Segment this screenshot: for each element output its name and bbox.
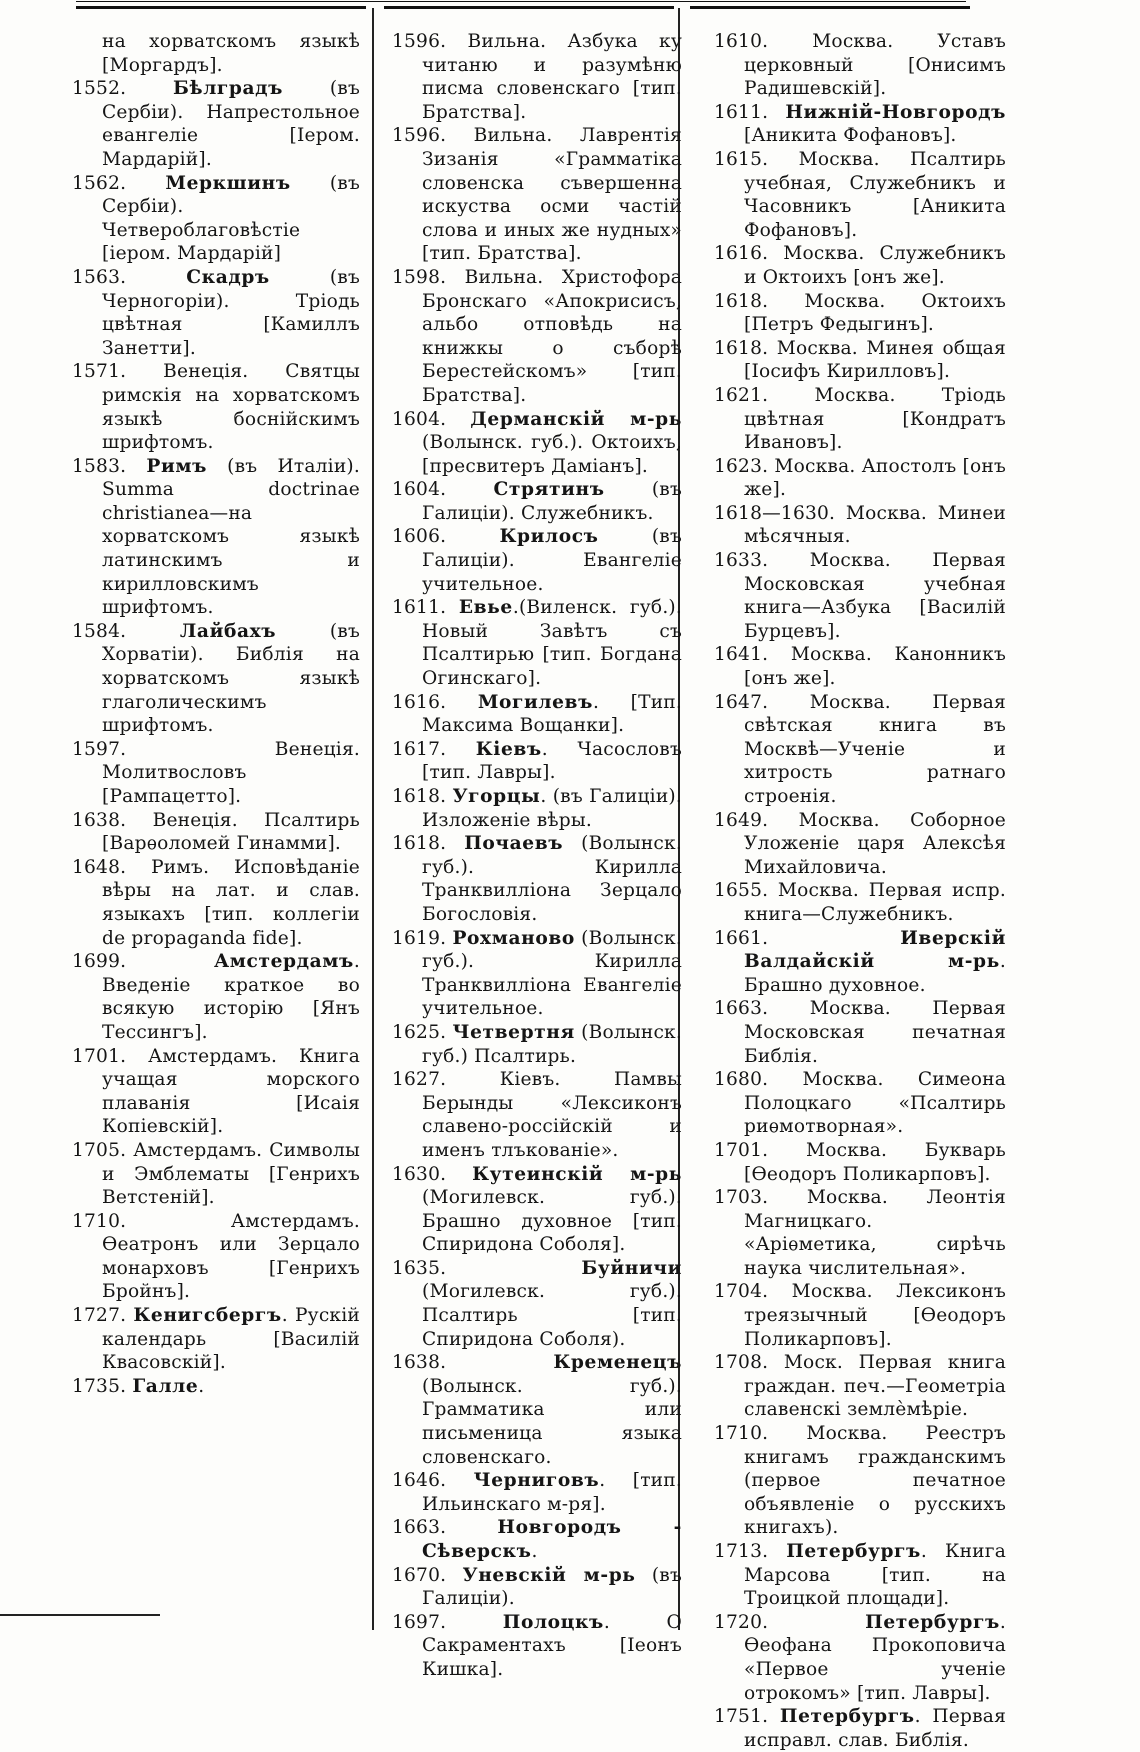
entry — [72, 1375, 360, 1399]
entry-text: (въ Галиціи). Евангеліе учительное. — [422, 526, 682, 595]
entry-year: 1638. — [392, 1352, 447, 1374]
entry-year: 1562. — [72, 172, 127, 194]
entry-place: Евье — [458, 597, 513, 619]
entry-text: . Часословъ [тип. Лавры]. — [422, 738, 682, 784]
entry-text: Москва. Служебникъ и Октоихъ [онъ же]. — [744, 243, 1006, 288]
entry-text: (въ Сербіи). Напрестольное евангеліе [Іером. Мардарій]. — [102, 78, 360, 170]
entry — [714, 879, 1006, 926]
entry-text: Москва. Минея общая [Іосифъ Кирилловъ]. — [744, 337, 1006, 383]
entry-year: 1627. — [392, 1069, 447, 1091]
entry-text: (Волынск. губ.). Кирилла Транквиллiона Зерцало Богословія. — [422, 833, 682, 925]
entry — [714, 384, 1006, 455]
entry-text: (Волынск. губ.). Октоихъ, [пресвитеръ Даміанъ]. — [422, 432, 682, 477]
entry-text: Москва. Минеи мѣсячныя. — [744, 502, 1006, 548]
entry — [72, 172, 360, 266]
entry — [392, 832, 682, 926]
entry-year: 1623. — [714, 455, 769, 477]
entry-text: (въ Италіи). Summa doctrinae christianea—на хорватскомъ языкѣ латинскимъ и кирилловскимъ шрифтомъ. — [102, 455, 360, 619]
entry-year: 1713. — [714, 1541, 769, 1562]
entry-year: 1635. — [392, 1257, 447, 1279]
entry-text: Москва. Первая свѣтская книга въ Москвѣ—Ученіе и хитрость ратнаго строенія. — [744, 691, 1006, 807]
top-rule-right — [690, 6, 970, 9]
entry — [714, 809, 1006, 880]
entry-year: 1663. — [392, 1517, 447, 1539]
entry-year: 1616. — [714, 243, 769, 265]
entry-place: Иверскій Валдайскій м-рь — [744, 927, 1006, 973]
entry-year: 1611. — [714, 101, 769, 123]
entry-text: Амстердамъ. Символы и Эмблематы [Генрихъ Ветстеній]. — [102, 1139, 360, 1209]
entry-text: Москва. Канонникъ [онъ же]. — [744, 644, 1006, 690]
entry-text: Москва. Октоихъ [Петръ Федыгинъ]. — [744, 290, 1006, 336]
entry — [72, 455, 360, 620]
entry-year: 1583. — [72, 455, 127, 477]
entry-year: 1563. — [72, 266, 127, 288]
entry-year: 1604. — [392, 479, 447, 501]
entry — [392, 1351, 682, 1469]
entry — [714, 1186, 1006, 1280]
entry-text: (въ Галиціи). Служебникъ. — [422, 479, 682, 524]
entry-year: 1735. — [72, 1375, 127, 1397]
entry — [392, 1564, 682, 1611]
entry-year: 1638. — [72, 809, 127, 831]
entry-year: 1699. — [72, 951, 127, 973]
entry-year: 1617. — [392, 738, 447, 760]
entry-text: (въ Черногоріи). Тріодь цвѣтная [Камиллъ Занетти]. — [102, 266, 360, 359]
entry-text: (Могилевск. губ.). Брашно духовное [тип. Спиридона Соболя]. — [422, 1187, 682, 1256]
entry-text: [Аникита Фофановъ]. — [744, 125, 957, 147]
entry-year: 1571. — [72, 361, 127, 383]
entry — [72, 809, 360, 856]
entry — [714, 1540, 1006, 1611]
entry-text: Моск. Первая книга граждан. печ.—Геометріа славенскі землѐмѣріе. — [744, 1352, 1006, 1421]
entry-year: 1697. — [392, 1611, 447, 1633]
entry-year: 1633. — [714, 550, 769, 572]
entry-text: Москва. Леонтія Магницкаго. «Аріѳметика, сирѣчь наука числительная». — [744, 1187, 1006, 1279]
entry — [714, 549, 1006, 643]
entry — [392, 785, 682, 832]
entry-text: Вильна. Лаврентія Зизанія «Грамматіка словенска съвершенна искуства осми частій слова и иных же нудных» [тип. Братства]. — [422, 125, 682, 265]
entry-year: 1703. — [714, 1187, 769, 1209]
entry-place: Бѣлградъ — [173, 78, 284, 100]
entry-text: (Волынск. губ.) Псалтирь. — [422, 1021, 682, 1067]
entry-year: 1618. — [392, 786, 447, 807]
entry-year: 1619. — [392, 927, 447, 949]
entry-text: . Брашно духовное. — [744, 951, 1006, 996]
entry — [714, 1351, 1006, 1422]
entry — [392, 30, 682, 124]
entry — [392, 266, 682, 408]
entry-year: 1615. — [714, 148, 769, 170]
entry-year: 1596. — [392, 125, 447, 147]
entry-text: . Рускій календарь [Василій Квасовскій]. — [102, 1305, 360, 1374]
entry-text: . — [531, 1541, 538, 1562]
entry-year: 1710. — [72, 1210, 127, 1232]
entry-year: 1727. — [72, 1305, 127, 1327]
entry — [72, 360, 360, 454]
entry — [714, 30, 1006, 101]
column-middle — [392, 30, 682, 1682]
entry — [392, 525, 682, 596]
entry-year: 1670. — [392, 1564, 447, 1586]
entry-text: Вильна. Христофора Бронскаго «Апокрисисъ, альбо отповѣдь на книжкы о съборѣ Берестейскомъ» [тип. Братства]. — [422, 266, 682, 406]
entry — [714, 455, 1006, 502]
entry-place: Скадръ — [186, 266, 270, 288]
entry-year: 1618—1630. — [714, 502, 836, 524]
entry — [714, 1280, 1006, 1351]
entry — [714, 1422, 1006, 1540]
entry — [392, 408, 682, 479]
entry — [392, 478, 682, 525]
entry — [714, 290, 1006, 337]
entry-place: Петербургъ — [865, 1611, 1000, 1633]
entry-text: (Волынск. губ.). Кирилла Транквилліона Евангеліе учительное. — [422, 927, 682, 1020]
entry-place: Почаевъ — [464, 833, 564, 855]
entry-year: 1705. — [72, 1139, 127, 1161]
entry — [714, 101, 1006, 148]
entry-place: Полоцкъ — [502, 1611, 604, 1633]
entry-place: Четвертня — [452, 1021, 575, 1043]
entry — [72, 77, 360, 171]
entry — [392, 1469, 682, 1516]
entry-text: (въ Сербіи). Четвероблаговѣстіе [іером. Мардарій] — [102, 172, 360, 265]
entry-year: 1618. — [392, 833, 447, 855]
entry-text: Москва. Симеона Полоцкаго «Псалтирь риѳмотворная». — [744, 1069, 1006, 1138]
entry — [72, 266, 360, 360]
entry-year: 1625. — [392, 1021, 447, 1043]
entry-text: (въ Хорватіи). Библія на хорватскомъ языкѣ глаголическимъ шрифтомъ. — [102, 620, 360, 737]
entry-text: . Ѳеофана Прокоповича «Первое ученіе отрокомъ» [тип. Лавры]. — [744, 1611, 1006, 1704]
entry-year: 1598. — [392, 266, 447, 288]
entry-text: Вильна. Азбука ку читаню и разумѣню писма словенскаго [тип. Братства]. — [422, 31, 682, 123]
entry-year: 1606. — [392, 526, 447, 548]
entry — [714, 643, 1006, 690]
entry — [72, 1139, 360, 1210]
column-right — [714, 30, 1006, 1752]
entry-text: Москва. Лексиконъ треязычный [Ѳеодоръ Поликарповъ]. — [744, 1281, 1006, 1350]
entry-text: . Введеніе краткое во всякую исторію [Янъ Тессингъ]. — [102, 951, 360, 1043]
entry-text: (Волынск. губ.). Грамматика или письменица языка словенскаго. — [422, 1375, 682, 1468]
top-rule-left — [76, 6, 366, 9]
entry-year: 1701. — [714, 1139, 769, 1161]
entry-text: . Книга Марсова [тип. на Троицкой площади]. — [744, 1541, 1006, 1610]
entry-text: (Могилевск. губ.). Псалтирь [тип. Спиридона Соболя). — [422, 1281, 682, 1350]
entry — [714, 148, 1006, 242]
entry — [714, 337, 1006, 384]
entry-place: Амстердамъ — [214, 951, 354, 973]
entry-place: Петербургъ — [786, 1541, 921, 1562]
entry — [714, 1068, 1006, 1139]
entry-text: Москва. Первая Московская печатная Библія. — [744, 998, 1006, 1067]
entry-year: 1646. — [392, 1470, 447, 1492]
entry-text: Амстердамъ. Книга учащая морского плаванія [Исаія Копіевскій]. — [102, 1045, 360, 1138]
entry-place: Римъ — [146, 455, 207, 477]
entry-place: Уневскій м-рь — [462, 1564, 636, 1586]
entry — [714, 1705, 1006, 1752]
entry-place: Черниговъ — [473, 1470, 600, 1492]
entry — [72, 1210, 360, 1304]
entry — [72, 950, 360, 1044]
entry-text: Кіевъ. Памвы Берынды «Лексиконъ славено-россійскій и именъ тлъкованіе». — [422, 1069, 682, 1161]
entry-place: Рохманово — [452, 927, 575, 949]
bottom-rule — [0, 1614, 160, 1616]
entry-text: Москва. Соборное Уложеніе царя Алексѣя Михайловича. — [744, 809, 1006, 878]
entry-text: Москва. Апостолъ [онъ же]. — [744, 455, 1006, 501]
entry-text: . [Тип. Максима Вощанки]. — [422, 691, 682, 737]
entry — [72, 30, 360, 77]
entry-year: 1596. — [392, 31, 447, 52]
entry-place: Нижній-Новгородъ — [785, 101, 1006, 123]
entry — [72, 620, 360, 738]
entry-place: Крилосъ — [499, 526, 599, 548]
entry-year: 1610. — [714, 31, 769, 52]
entry — [72, 1304, 360, 1375]
entry-place: Буйничи — [581, 1257, 682, 1279]
entry-year: 1611. — [392, 597, 447, 619]
entry-year: 1663. — [714, 998, 769, 1020]
entry-year: 1649. — [714, 809, 769, 831]
entry — [714, 1139, 1006, 1186]
entry-text: . О Сакраментахъ [Іеонъ Кишка]. — [422, 1611, 682, 1680]
top-rule-thin — [76, 1, 966, 2]
entry — [714, 1611, 1006, 1705]
entry-place: Петербургъ — [779, 1706, 915, 1728]
entry — [392, 738, 682, 785]
entry-text: Москва. Первая испр. книга—Служебникъ. — [744, 880, 1006, 925]
entry-year: 1630. — [392, 1163, 447, 1185]
entry — [392, 1021, 682, 1068]
entry-text: на хорватскомъ языкѣ [Моргардъ]. — [102, 31, 360, 76]
entry-year: 1616. — [392, 691, 447, 713]
column-divider-left — [372, 8, 374, 1630]
entry-text: . (въ Галиціи). Изложеніе вѣры. — [422, 786, 682, 831]
entry-place: Меркшинъ — [165, 172, 291, 194]
entry-place: Лайбахъ — [179, 620, 277, 642]
entry-place: Дерманскій м-рь — [470, 408, 682, 430]
entry-year: 1710. — [714, 1423, 769, 1445]
entry — [392, 927, 682, 1021]
entry-place: Могилевъ — [477, 691, 593, 713]
entry-text: Венеція. Молитвословъ [Рампацетто]. — [102, 738, 360, 807]
entry-place: Кіевъ — [475, 738, 542, 760]
entry — [392, 691, 682, 738]
entry-place: Галле — [132, 1375, 199, 1397]
entry-year: 1661. — [714, 927, 769, 949]
entry — [714, 927, 1006, 998]
entry-place: Стрятинъ — [493, 479, 605, 501]
entry-year: 1618. — [714, 290, 769, 312]
entry-text: .(Виленск. губ.). Новый Завѣтъ съ Псалтирью [тип. Богдана Огинскаго]. — [422, 597, 682, 690]
entry-year: 1647. — [714, 691, 769, 713]
entry-text: Москва. Тріодь цвѣтная [Кондратъ Ивановъ]. — [744, 384, 1006, 454]
entry — [72, 856, 360, 950]
entry — [72, 738, 360, 809]
entry-year: 1618. — [714, 337, 769, 359]
entry — [392, 1068, 682, 1162]
entry-text: Москва. Букварь [Ѳеодоръ Поликарповъ]. — [744, 1139, 1006, 1185]
entry-year: 1708. — [714, 1352, 769, 1374]
entry-text: . — [198, 1375, 205, 1397]
entry-place: Кременецъ — [553, 1352, 682, 1374]
entry — [72, 1045, 360, 1139]
entry-text: Москва. Первая Московская учебная книга—Азбука [Василій Бурцевъ]. — [744, 550, 1006, 642]
entry — [714, 691, 1006, 809]
entry-year: 1552. — [72, 78, 127, 100]
entry — [714, 502, 1006, 549]
entry-year: 1641. — [714, 644, 769, 666]
entry-text: Венеція. Святцы римскія на хорватскомъ языкѣ боснійскимъ шрифтомъ. — [102, 361, 360, 454]
entry-year: 1584. — [72, 620, 127, 642]
entry-place: Угорцы — [452, 786, 541, 807]
entry — [392, 1611, 682, 1682]
entry-year: 1621. — [714, 384, 769, 406]
column-left — [72, 30, 360, 1398]
entry-text: Москва. Псалтирь учебная, Служебникъ и Часовникъ [Аникита Фофановъ]. — [744, 148, 1006, 241]
entry-text: Москва. Реестръ книгамъ гражданскимъ (первое печатное объявленіе о русскихъ книгахъ). — [744, 1423, 1006, 1539]
entry-place: Кутеинскій м-рь — [472, 1163, 682, 1185]
entry-year: 1680. — [714, 1069, 769, 1091]
entry-year: 1604. — [392, 408, 447, 430]
entry-place: Новгородъ - Сѣверскъ — [422, 1517, 682, 1562]
entry — [392, 1257, 682, 1351]
entry — [714, 242, 1006, 289]
entry-text: Москва. Уставъ церковный [Онисимъ Радишевскій]. — [744, 31, 1006, 100]
entry-year: 1655. — [714, 880, 769, 902]
entry — [392, 124, 682, 266]
entry — [392, 1516, 682, 1563]
entry-year: 1597. — [72, 738, 127, 760]
entry-text: Амстердамъ. Ѳеатронъ или Зерцало монарховъ [Генрихъ Бройнъ]. — [102, 1210, 360, 1303]
entry-place: Кенигсбергъ — [133, 1305, 282, 1327]
entry-text: (въ Галиціи). — [422, 1564, 682, 1610]
entry-year: 1720. — [714, 1611, 769, 1633]
entry-year: 1648. — [72, 856, 127, 878]
entry-text: . [тип. Ильинскаго м-ря]. — [422, 1470, 682, 1515]
entry — [714, 997, 1006, 1068]
top-rule-middle — [384, 6, 674, 9]
entry-text: Римъ. Исповѣданіе вѣры на лат. и слав. языкахъ [тип. коллегіи de propaganda fide]. — [102, 856, 360, 949]
entry — [392, 1163, 682, 1257]
entry-year: 1701. — [72, 1045, 127, 1067]
entry-year: 1751. — [714, 1706, 769, 1728]
entry — [392, 596, 682, 690]
entry-text: Венеція. Псалтирь [Варѳоломей Гинамми]. — [102, 809, 360, 855]
entry-text: . Первая исправл. слав. Библія. — [744, 1706, 1006, 1751]
entry-year: 1704. — [714, 1281, 769, 1303]
